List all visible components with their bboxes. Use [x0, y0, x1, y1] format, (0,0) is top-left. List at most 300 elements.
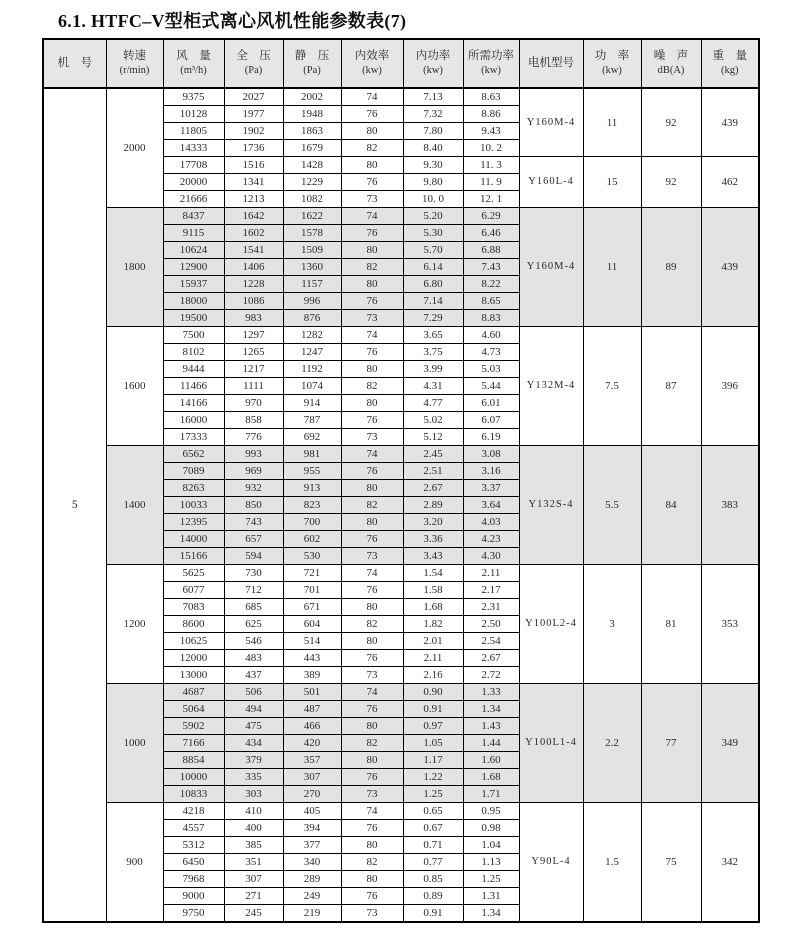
header-label: 风 量	[176, 50, 211, 63]
static-pressure-cell: 1082	[283, 191, 341, 208]
static-pressure-cell: 913	[283, 480, 341, 497]
required-power-cell: 3.37	[463, 480, 519, 497]
fan-performance-table	[42, 38, 760, 923]
internal-power-cell: 3.65	[403, 327, 463, 344]
efficiency-cell: 74	[341, 565, 403, 582]
total-pressure-cell: 1228	[224, 276, 283, 293]
header-unit: dB(A)	[657, 65, 685, 77]
motor-power-cell: 1.5	[583, 803, 641, 923]
speed-cell: 1000	[106, 684, 163, 803]
total-pressure-cell: 1736	[224, 140, 283, 157]
internal-power-cell: 1.68	[403, 599, 463, 616]
total-pressure-cell: 730	[224, 565, 283, 582]
internal-power-cell: 0.90	[403, 684, 463, 701]
internal-power-cell: 3.43	[403, 548, 463, 565]
required-power-cell: 3.08	[463, 446, 519, 463]
efficiency-cell: 76	[341, 582, 403, 599]
weight-cell: 383	[701, 446, 759, 565]
required-power-cell: 1.71	[463, 786, 519, 803]
required-power-cell: 12. 1	[463, 191, 519, 208]
total-pressure-cell: 437	[224, 667, 283, 684]
internal-power-cell: 0.71	[403, 837, 463, 854]
air-volume-cell: 10833	[163, 786, 224, 803]
static-pressure-cell: 389	[283, 667, 341, 684]
efficiency-cell: 74	[341, 684, 403, 701]
weight-cell: 349	[701, 684, 759, 803]
speed-cell: 1800	[106, 208, 163, 327]
air-volume-cell: 11805	[163, 123, 224, 140]
header-label: 全 压	[236, 50, 271, 63]
total-pressure-cell: 379	[224, 752, 283, 769]
speed-cell: 900	[106, 803, 163, 923]
motor-power-cell: 3	[583, 565, 641, 684]
header-label: 机 号	[57, 57, 92, 70]
total-pressure-cell: 1406	[224, 259, 283, 276]
speed-cell: 1200	[106, 565, 163, 684]
header-unit: (m³/h)	[180, 65, 207, 77]
required-power-cell: 1.34	[463, 701, 519, 718]
efficiency-cell: 74	[341, 803, 403, 820]
static-pressure-cell: 787	[283, 412, 341, 429]
total-pressure-cell: 743	[224, 514, 283, 531]
required-power-cell: 6.01	[463, 395, 519, 412]
static-pressure-cell: 1247	[283, 344, 341, 361]
total-pressure-cell: 1902	[224, 123, 283, 140]
total-pressure-cell: 494	[224, 701, 283, 718]
air-volume-cell: 8437	[163, 208, 224, 225]
internal-power-cell: 1.58	[403, 582, 463, 599]
required-power-cell: 1.31	[463, 888, 519, 905]
column-header-10	[641, 39, 701, 88]
required-power-cell: 2.72	[463, 667, 519, 684]
required-power-cell: 4.03	[463, 514, 519, 531]
total-pressure-cell: 351	[224, 854, 283, 871]
required-power-cell: 2.54	[463, 633, 519, 650]
required-power-cell: 2.17	[463, 582, 519, 599]
internal-power-cell: 1.17	[403, 752, 463, 769]
page-title: 6.1. HTFC–V型柜式离心风机性能参数表(7)	[58, 11, 407, 31]
total-pressure-cell: 385	[224, 837, 283, 854]
static-pressure-cell: 1863	[283, 123, 341, 140]
weight-cell: 439	[701, 208, 759, 327]
column-header-4	[283, 39, 341, 88]
column-header-11	[701, 39, 759, 88]
air-volume-cell: 6562	[163, 446, 224, 463]
static-pressure-cell: 340	[283, 854, 341, 871]
header-unit: (Pa)	[244, 65, 263, 77]
table-row	[43, 565, 759, 582]
motor-model-cell: Y132M-4	[519, 327, 583, 446]
air-volume-cell: 13000	[163, 667, 224, 684]
air-volume-cell: 21666	[163, 191, 224, 208]
air-volume-cell: 17708	[163, 157, 224, 174]
internal-power-cell: 3.75	[403, 344, 463, 361]
motor-model-cell: Y132S-4	[519, 446, 583, 565]
required-power-cell: 8.22	[463, 276, 519, 293]
required-power-cell: 5.44	[463, 378, 519, 395]
static-pressure-cell: 466	[283, 718, 341, 735]
total-pressure-cell: 1086	[224, 293, 283, 310]
motor-model-cell: Y90L-4	[519, 803, 583, 923]
required-power-cell: 8.86	[463, 106, 519, 123]
air-volume-cell: 7968	[163, 871, 224, 888]
internal-power-cell: 2.01	[403, 633, 463, 650]
internal-power-cell: 0.89	[403, 888, 463, 905]
efficiency-cell: 73	[341, 786, 403, 803]
required-power-cell: 1.34	[463, 905, 519, 923]
air-volume-cell: 16000	[163, 412, 224, 429]
required-power-cell: 5.03	[463, 361, 519, 378]
air-volume-cell: 6077	[163, 582, 224, 599]
internal-power-cell: 4.31	[403, 378, 463, 395]
air-volume-cell: 5064	[163, 701, 224, 718]
air-volume-cell: 8263	[163, 480, 224, 497]
air-volume-cell: 14166	[163, 395, 224, 412]
total-pressure-cell: 969	[224, 463, 283, 480]
efficiency-cell: 80	[341, 395, 403, 412]
efficiency-cell: 74	[341, 327, 403, 344]
required-power-cell: 6.19	[463, 429, 519, 446]
weight-cell: 396	[701, 327, 759, 446]
required-power-cell: 4.30	[463, 548, 519, 565]
table-row	[43, 446, 759, 463]
air-volume-cell: 8854	[163, 752, 224, 769]
efficiency-cell: 76	[341, 701, 403, 718]
air-volume-cell: 9115	[163, 225, 224, 242]
static-pressure-cell: 1428	[283, 157, 341, 174]
header-label: 静 压	[294, 50, 330, 63]
table-body	[43, 88, 759, 922]
column-header-9	[583, 39, 641, 88]
total-pressure-cell: 335	[224, 769, 283, 786]
column-header-8	[519, 39, 583, 88]
static-pressure-cell: 981	[283, 446, 341, 463]
required-power-cell: 6.29	[463, 208, 519, 225]
efficiency-cell: 80	[341, 633, 403, 650]
header-row	[43, 39, 759, 88]
weight-cell: 462	[701, 157, 759, 208]
noise-cell: 89	[641, 208, 701, 327]
noise-cell: 87	[641, 327, 701, 446]
total-pressure-cell: 1265	[224, 344, 283, 361]
static-pressure-cell: 1578	[283, 225, 341, 242]
static-pressure-cell: 1192	[283, 361, 341, 378]
air-volume-cell: 8102	[163, 344, 224, 361]
total-pressure-cell: 1602	[224, 225, 283, 242]
required-power-cell: 4.23	[463, 531, 519, 548]
internal-power-cell: 0.77	[403, 854, 463, 871]
column-header-2	[163, 39, 224, 88]
total-pressure-cell: 2027	[224, 88, 283, 106]
required-power-cell: 0.95	[463, 803, 519, 820]
internal-power-cell: 0.91	[403, 701, 463, 718]
total-pressure-cell: 400	[224, 820, 283, 837]
total-pressure-cell: 1111	[224, 378, 283, 395]
air-volume-cell: 7500	[163, 327, 224, 344]
efficiency-cell: 73	[341, 191, 403, 208]
efficiency-cell: 80	[341, 718, 403, 735]
efficiency-cell: 80	[341, 242, 403, 259]
noise-cell: 92	[641, 88, 701, 157]
air-volume-cell: 15937	[163, 276, 224, 293]
static-pressure-cell: 671	[283, 599, 341, 616]
required-power-cell: 11. 3	[463, 157, 519, 174]
header-label: 内效率	[354, 50, 390, 63]
internal-power-cell: 1.05	[403, 735, 463, 752]
internal-power-cell: 3.20	[403, 514, 463, 531]
air-volume-cell: 10000	[163, 769, 224, 786]
internal-power-cell: 2.67	[403, 480, 463, 497]
internal-power-cell: 0.85	[403, 871, 463, 888]
internal-power-cell: 5.30	[403, 225, 463, 242]
internal-power-cell: 3.36	[403, 531, 463, 548]
static-pressure-cell: 420	[283, 735, 341, 752]
weight-cell: 342	[701, 803, 759, 923]
required-power-cell: 2.67	[463, 650, 519, 667]
required-power-cell: 10. 2	[463, 140, 519, 157]
efficiency-cell: 80	[341, 599, 403, 616]
noise-cell: 75	[641, 803, 701, 923]
header-unit: (Pa)	[303, 65, 321, 77]
required-power-cell: 2.11	[463, 565, 519, 582]
efficiency-cell: 76	[341, 174, 403, 191]
required-power-cell: 6.46	[463, 225, 519, 242]
static-pressure-cell: 823	[283, 497, 341, 514]
table-row	[43, 327, 759, 344]
internal-power-cell: 2.11	[403, 650, 463, 667]
air-volume-cell: 5625	[163, 565, 224, 582]
efficiency-cell: 82	[341, 378, 403, 395]
required-power-cell: 1.43	[463, 718, 519, 735]
header-label: 内功率	[415, 50, 451, 63]
static-pressure-cell: 604	[283, 616, 341, 633]
motor-power-cell: 7.5	[583, 327, 641, 446]
header-label: 转速	[123, 50, 146, 63]
motor-model-cell: Y160M-4	[519, 88, 583, 157]
air-volume-cell: 19500	[163, 310, 224, 327]
air-volume-cell: 17333	[163, 429, 224, 446]
internal-power-cell: 7.32	[403, 106, 463, 123]
motor-power-cell: 15	[583, 157, 641, 208]
efficiency-cell: 76	[341, 769, 403, 786]
required-power-cell: 8.63	[463, 88, 519, 106]
total-pressure-cell: 271	[224, 888, 283, 905]
efficiency-cell: 76	[341, 888, 403, 905]
efficiency-cell: 76	[341, 344, 403, 361]
efficiency-cell: 73	[341, 548, 403, 565]
efficiency-cell: 80	[341, 837, 403, 854]
table-row	[43, 684, 759, 701]
total-pressure-cell: 1213	[224, 191, 283, 208]
air-volume-cell: 10033	[163, 497, 224, 514]
static-pressure-cell: 487	[283, 701, 341, 718]
internal-power-cell: 1.25	[403, 786, 463, 803]
air-volume-cell: 8600	[163, 616, 224, 633]
noise-cell: 77	[641, 684, 701, 803]
efficiency-cell: 74	[341, 208, 403, 225]
table-header	[43, 39, 759, 88]
column-header-3	[224, 39, 283, 88]
air-volume-cell: 9750	[163, 905, 224, 923]
total-pressure-cell: 303	[224, 786, 283, 803]
air-volume-cell: 9000	[163, 888, 224, 905]
required-power-cell: 4.73	[463, 344, 519, 361]
internal-power-cell: 7.29	[403, 310, 463, 327]
internal-power-cell: 4.77	[403, 395, 463, 412]
static-pressure-cell: 307	[283, 769, 341, 786]
static-pressure-cell: 443	[283, 650, 341, 667]
efficiency-cell: 76	[341, 463, 403, 480]
efficiency-cell: 82	[341, 140, 403, 157]
required-power-cell: 4.60	[463, 327, 519, 344]
air-volume-cell: 18000	[163, 293, 224, 310]
static-pressure-cell: 700	[283, 514, 341, 531]
internal-power-cell: 1.22	[403, 769, 463, 786]
efficiency-cell: 76	[341, 293, 403, 310]
total-pressure-cell: 475	[224, 718, 283, 735]
header-unit: (kw)	[602, 65, 622, 77]
header-unit: (kg)	[721, 65, 739, 77]
required-power-cell: 6.07	[463, 412, 519, 429]
required-power-cell: 1.44	[463, 735, 519, 752]
motor-model-cell: Y160L-4	[519, 157, 583, 208]
efficiency-cell: 73	[341, 905, 403, 923]
static-pressure-cell: 602	[283, 531, 341, 548]
required-power-cell: 1.13	[463, 854, 519, 871]
air-volume-cell: 4687	[163, 684, 224, 701]
internal-power-cell: 0.91	[403, 905, 463, 923]
total-pressure-cell: 1516	[224, 157, 283, 174]
total-pressure-cell: 506	[224, 684, 283, 701]
noise-cell: 84	[641, 446, 701, 565]
header-label: 功 率	[594, 50, 630, 63]
speed-cell: 1400	[106, 446, 163, 565]
motor-model-cell: Y100L1-4	[519, 684, 583, 803]
internal-power-cell: 0.67	[403, 820, 463, 837]
efficiency-cell: 80	[341, 157, 403, 174]
efficiency-cell: 74	[341, 88, 403, 106]
total-pressure-cell: 410	[224, 803, 283, 820]
static-pressure-cell: 501	[283, 684, 341, 701]
required-power-cell: 11. 9	[463, 174, 519, 191]
internal-power-cell: 5.12	[403, 429, 463, 446]
header-unit: (r/min)	[119, 65, 150, 77]
efficiency-cell: 80	[341, 123, 403, 140]
internal-power-cell: 1.82	[403, 616, 463, 633]
header-unit: (kw)	[423, 65, 443, 77]
static-pressure-cell: 289	[283, 871, 341, 888]
required-power-cell: 3.64	[463, 497, 519, 514]
total-pressure-cell: 932	[224, 480, 283, 497]
air-volume-cell: 10625	[163, 633, 224, 650]
required-power-cell: 8.83	[463, 310, 519, 327]
internal-power-cell: 0.97	[403, 718, 463, 735]
column-header-1	[106, 39, 163, 88]
total-pressure-cell: 657	[224, 531, 283, 548]
internal-power-cell: 9.30	[403, 157, 463, 174]
static-pressure-cell: 514	[283, 633, 341, 650]
total-pressure-cell: 1642	[224, 208, 283, 225]
air-volume-cell: 14333	[163, 140, 224, 157]
air-volume-cell: 4557	[163, 820, 224, 837]
efficiency-cell: 80	[341, 361, 403, 378]
noise-cell: 92	[641, 157, 701, 208]
header-label: 电机型号	[528, 57, 574, 70]
static-pressure-cell: 1360	[283, 259, 341, 276]
internal-power-cell: 5.70	[403, 242, 463, 259]
static-pressure-cell: 405	[283, 803, 341, 820]
header-label: 所需功率	[468, 50, 514, 63]
required-power-cell: 9.43	[463, 123, 519, 140]
efficiency-cell: 76	[341, 412, 403, 429]
total-pressure-cell: 712	[224, 582, 283, 599]
efficiency-cell: 76	[341, 225, 403, 242]
column-header-0	[43, 39, 106, 88]
header-label: 重 量	[712, 50, 747, 63]
speed-cell: 1600	[106, 327, 163, 446]
air-volume-cell: 9444	[163, 361, 224, 378]
internal-power-cell: 9.80	[403, 174, 463, 191]
motor-model-cell: Y100L2-4	[519, 565, 583, 684]
static-pressure-cell: 270	[283, 786, 341, 803]
noise-cell: 81	[641, 565, 701, 684]
static-pressure-cell: 692	[283, 429, 341, 446]
table-row	[43, 88, 759, 106]
internal-power-cell: 2.89	[403, 497, 463, 514]
total-pressure-cell: 685	[224, 599, 283, 616]
static-pressure-cell: 219	[283, 905, 341, 923]
air-volume-cell: 9375	[163, 88, 224, 106]
efficiency-cell: 82	[341, 854, 403, 871]
air-volume-cell: 5312	[163, 837, 224, 854]
efficiency-cell: 80	[341, 752, 403, 769]
air-volume-cell: 12900	[163, 259, 224, 276]
total-pressure-cell: 245	[224, 905, 283, 923]
total-pressure-cell: 434	[224, 735, 283, 752]
total-pressure-cell: 307	[224, 871, 283, 888]
static-pressure-cell: 876	[283, 310, 341, 327]
static-pressure-cell: 701	[283, 582, 341, 599]
efficiency-cell: 80	[341, 480, 403, 497]
required-power-cell: 2.50	[463, 616, 519, 633]
efficiency-cell: 76	[341, 106, 403, 123]
air-volume-cell: 12395	[163, 514, 224, 531]
total-pressure-cell: 850	[224, 497, 283, 514]
static-pressure-cell: 377	[283, 837, 341, 854]
total-pressure-cell: 1297	[224, 327, 283, 344]
air-volume-cell: 6450	[163, 854, 224, 871]
internal-power-cell: 1.54	[403, 565, 463, 582]
required-power-cell: 7.43	[463, 259, 519, 276]
efficiency-cell: 80	[341, 514, 403, 531]
column-header-5	[341, 39, 403, 88]
air-volume-cell: 12000	[163, 650, 224, 667]
efficiency-cell: 82	[341, 616, 403, 633]
total-pressure-cell: 625	[224, 616, 283, 633]
efficiency-cell: 73	[341, 310, 403, 327]
static-pressure-cell: 530	[283, 548, 341, 565]
total-pressure-cell: 983	[224, 310, 283, 327]
motor-model-cell: Y160M-4	[519, 208, 583, 327]
air-volume-cell: 15166	[163, 548, 224, 565]
required-power-cell: 0.98	[463, 820, 519, 837]
motor-power-cell: 11	[583, 208, 641, 327]
header-unit: (kw)	[481, 65, 501, 77]
internal-power-cell: 10. 0	[403, 191, 463, 208]
required-power-cell: 1.68	[463, 769, 519, 786]
static-pressure-cell: 1074	[283, 378, 341, 395]
static-pressure-cell: 1229	[283, 174, 341, 191]
